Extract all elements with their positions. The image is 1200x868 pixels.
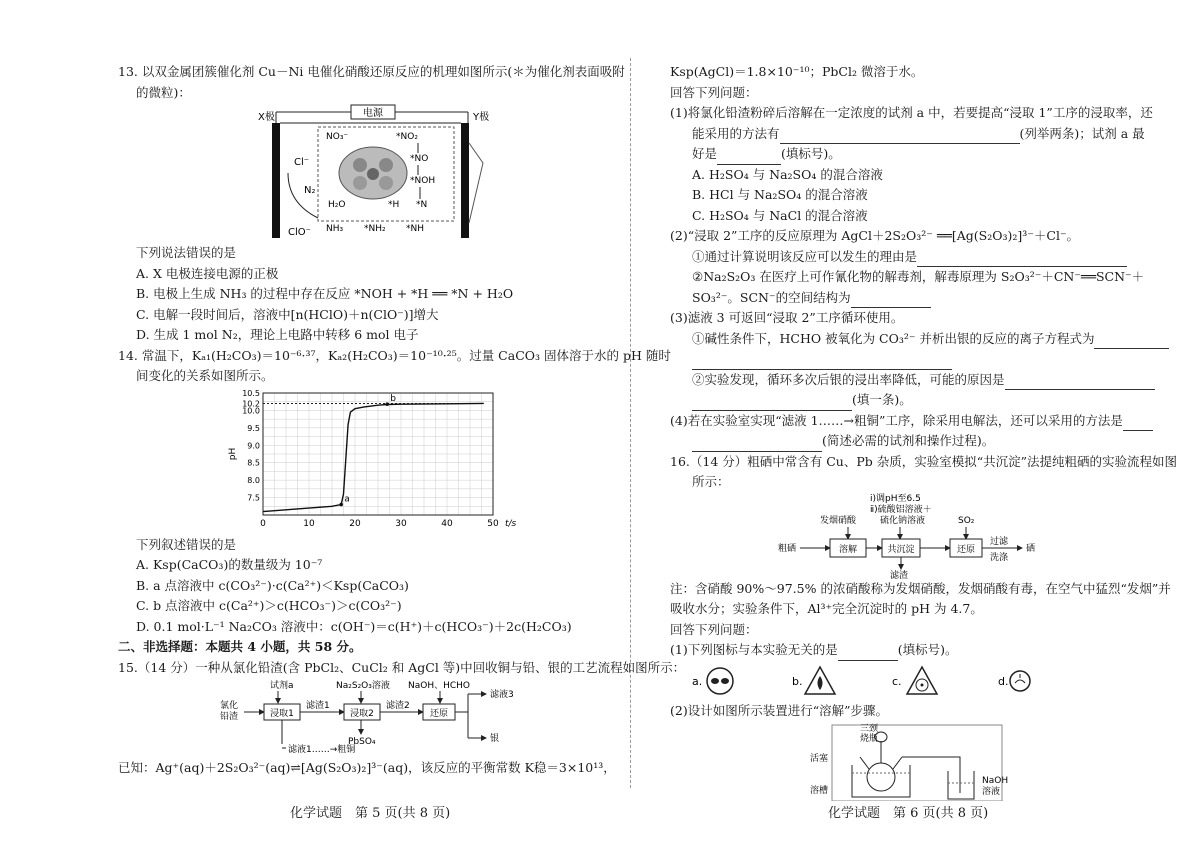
q14-prompt: 下列叙述错误的是 — [136, 536, 237, 552]
apparatus-frame — [832, 725, 1002, 801]
q16-stem: 16.（14 分）粗硒中常含有 Cu、Pb 杂质，实验室模拟“共沉淀”法提纯粗硒的实验流程如图 — [670, 453, 1178, 469]
y-tick-label: 10.5 — [242, 388, 260, 398]
svg-text:Na₂S₂O₃溶液: Na₂S₂O₃溶液 — [336, 681, 390, 691]
svg-text:硒: 硒 — [1026, 543, 1036, 554]
safety-icons-row — [670, 661, 1145, 701]
svg-text:洗涤: 洗涤 — [990, 552, 1009, 563]
y-tick-label: 10.2 — [242, 398, 260, 408]
apparatus-svg — [670, 721, 1145, 801]
answer-blank[interactable] — [692, 438, 822, 452]
svg-text:SO₂: SO₂ — [958, 515, 975, 526]
y-tick-label: 7.5 — [247, 493, 260, 503]
power-label: 电源 — [363, 108, 383, 119]
q15-part2-2: ②Na₂S₂O₃ 在医疗上可作氰化物的解毒剂，解毒原理为 S₂O₃²⁻＋CN⁻══SCN⁻＋ — [692, 269, 1145, 284]
answer-blank[interactable] — [1123, 417, 1153, 431]
svg-text:铅渣: 铅渣 — [220, 712, 239, 722]
answer-blank[interactable] — [780, 130, 1020, 144]
svg-text:活塞: 活塞 — [810, 754, 829, 764]
svg-text:氯化: 氯化 — [220, 701, 239, 711]
svg-text:NaOH、HCHO: NaOH、HCHO — [408, 681, 471, 691]
water-bath — [852, 765, 910, 797]
q16-note-cont: 吸收水分；实验条件下，Al³⁺完全沉淀时的 pH 为 4.7。 — [670, 601, 983, 616]
q15-part4-cont: (简述必需的试剂和操作过程)。 — [670, 431, 1145, 452]
svg-text:NO₃⁻: NO₃⁻ — [326, 132, 349, 142]
q16-flow-svg — [670, 493, 1145, 579]
svg-text:a.: a. — [692, 674, 703, 688]
hand-wash-icon — [1010, 671, 1030, 691]
q16-stem-cont: 所示： — [692, 474, 730, 489]
footer-right: 化学试题 第 6 页(共 8 页) — [828, 806, 989, 821]
q15-flowchart — [118, 678, 593, 758]
q15-part1-cont2: 好是 (填标号)。 — [670, 144, 1145, 165]
q15-part3-2: ②实验发现，循环多次后银的浸出率降低，可能的原因是 — [670, 370, 1145, 391]
x-electrode — [272, 123, 280, 238]
q15-known: 已知：Ag⁺(aq)＋2S₂O₃²⁻(aq)⇌[Ag(S₂O₃)₂]³⁻(aq)，该反应的平衡常数 K稳＝3×10¹³， — [118, 760, 616, 775]
q14-option-b: B. a 点溶液中 c(CO₃²⁻)·c(Ca²⁺)＜Ksp(CaCO₃) — [136, 577, 409, 593]
svg-text:N₂: N₂ — [304, 185, 316, 196]
svg-text:溶槽: 溶槽 — [810, 786, 829, 796]
answer-label-2: 回答下列问题： — [670, 621, 758, 637]
x-tick-label: 0 — [260, 518, 266, 529]
ph-chart-svg — [118, 387, 593, 535]
svg-text:滤渣1: 滤渣1 — [306, 701, 330, 711]
svg-text:*H: *H — [388, 200, 400, 210]
right-page — [670, 62, 1178, 801]
x-tick-label: 10 — [303, 518, 315, 529]
q14-option-c: C. b 点溶液中 c(Ca²⁺)＞c(HCO₃⁻)＞c(CO₃²⁻) — [136, 598, 402, 613]
q15-part3-1-blank — [670, 349, 1145, 370]
q16-flowchart — [670, 493, 1145, 579]
svg-text:还原: 还原 — [429, 709, 449, 719]
answer-blank[interactable] — [717, 151, 781, 165]
ventilation-icon — [907, 667, 937, 694]
safety-icons-svg — [670, 661, 1145, 701]
q15-flow-svg — [118, 678, 593, 758]
q15-part1-cont: 能采用的方法有 (列举两条)；试剂 a 最 — [670, 124, 1145, 145]
q14-option-d: D. 0.1 mol·L⁻¹ Na₂CO₃ 溶液中：c(OH⁻)＝c(H⁺)＋c(HCO₃⁻)＋2c(H₂CO₃) — [136, 618, 572, 634]
svg-text:试剂a: 试剂a — [270, 681, 294, 691]
svg-text:*NO₂: *NO₂ — [396, 132, 418, 142]
q15-option-a: A. H₂SO₄ 与 Na₂SO₄ 的混合溶液 — [692, 166, 883, 182]
svg-text:粗硒: 粗硒 — [778, 543, 797, 554]
svg-text:*N: *N — [416, 200, 428, 210]
electrolysis-diagram — [118, 103, 593, 243]
x-axis-label: t/s — [505, 518, 517, 529]
point-b — [385, 402, 389, 406]
svg-text:*NO: *NO — [410, 154, 429, 164]
ksp-line: Ksp(AgCl)＝1.8×10⁻¹⁰；PbCl₂ 微溶于水。 — [670, 64, 924, 79]
answer-blank[interactable] — [692, 397, 852, 411]
answer-blank[interactable] — [692, 356, 952, 370]
q15-stem: 15.（14 分）一种从氯化铅渣(含 PbCl₂、CuCl₂ 和 AgCl 等)中回收铜与铅、银的工艺流程如图所示： — [118, 659, 686, 675]
svg-text:ⅰ)调pH至6.5: ⅰ)调pH至6.5 — [870, 493, 921, 504]
svg-text:还原: 还原 — [956, 544, 976, 555]
svg-text:*NH₂: *NH₂ — [364, 224, 386, 234]
svg-text:滤渣2: 滤渣2 — [386, 701, 410, 711]
q14-option-a: A. Ksp(CaCO₃)的数量级为 10⁻⁷ — [136, 557, 323, 572]
q16-part2: (2)设计如图所示装置进行“溶解”步骤。 — [670, 702, 888, 718]
q13-electrolysis-figure — [118, 103, 593, 243]
q14-ph-chart — [118, 387, 593, 535]
q15-part2-1: ①通过计算说明该反应可以发生的理由是 — [670, 247, 1145, 268]
svg-text:共沉淀: 共沉淀 — [887, 544, 915, 555]
svg-text:硫化钠溶液: 硫化钠溶液 — [880, 515, 926, 526]
svg-text:*NOH: *NOH — [410, 176, 436, 186]
svg-text:烧瓶: 烧瓶 — [860, 734, 879, 744]
q13-prompt: 下列说法错误的是 — [136, 245, 237, 260]
q13-option-b: B. 电极上生成 NH₃ 的过程中存在反应 *NOH + *H ══ *N + H₂O — [136, 286, 514, 301]
q13-option-c: C. 电解一段时间后，溶液中[n(HClO)＋n(ClO⁻)]增大 — [136, 306, 439, 322]
svg-text:银: 银 — [490, 734, 500, 744]
y-tick-label: 10.0 — [242, 405, 260, 415]
q15-part3-2-cont: (填一条)。 — [670, 390, 1145, 411]
y-tick-label: 8.5 — [247, 458, 260, 468]
svg-text:发烟硝酸: 发烟硝酸 — [820, 515, 857, 526]
svg-text:浸取1: 浸取1 — [270, 709, 294, 719]
q15-part3-1: ①碱性条件下，HCHO 被氧化为 CO₃²⁻ 并析出银的反应的离子方程式为 — [670, 329, 1145, 350]
q14-stem: 14. 常温下，Kₐ₁(H₂CO₃)＝10⁻⁶·³⁷，Kₐ₂(H₂CO₃)＝10⁻¹⁰·²⁵。过量 CaCO₃ 固体溶于水的 pH 随时 — [118, 347, 671, 363]
x-tick-label: 20 — [349, 518, 361, 529]
y-tick-label: 8.0 — [247, 475, 260, 485]
q15-part1: (1)将氯化铅渣粉碎后溶解在一定浓度的试剂 a 中，若要提高“浸取 1”工序的浸取率，还 — [670, 105, 1153, 120]
svg-text:NH₃: NH₃ — [326, 224, 344, 234]
page-divider — [630, 58, 631, 788]
y-pole-label: Y极 — [473, 112, 490, 123]
three-neck-flask — [867, 763, 895, 791]
svg-text:滤液3: 滤液3 — [490, 690, 514, 700]
answer-blank[interactable] — [917, 253, 1127, 267]
svg-text:c.: c. — [892, 674, 902, 688]
q15-option-c: C. H₂SO₄ 与 NaCl 的混合溶液 — [692, 207, 868, 223]
x-pole-label: X极 — [258, 112, 275, 123]
svg-text:*NH: *NH — [406, 224, 424, 234]
svg-text:溶液: 溶液 — [982, 787, 1001, 797]
y-tick-label: 9.5 — [247, 423, 260, 433]
ph-curve — [263, 403, 484, 511]
svg-text:PbSO₄: PbSO₄ — [348, 737, 376, 747]
section-2-heading: 二、非选择题：本题共 4 小题，共 58 分。 — [118, 639, 362, 654]
x-tick-label: 50 — [487, 518, 499, 529]
point-a — [339, 502, 343, 506]
svg-text:b.: b. — [792, 674, 803, 688]
catalyst-cluster — [339, 147, 407, 199]
y-tick-label: 9.0 — [247, 440, 260, 450]
q15-part4: (4)若在实验室实现“滤液 1……→粗铜”工序，除采用电解法，还可以采用的方法是 — [670, 411, 1145, 432]
answer-label: 回答下列问题： — [670, 84, 758, 100]
svg-text:d.: d. — [998, 674, 1009, 688]
svg-text:Cl⁻: Cl⁻ — [294, 157, 310, 168]
q16-apparatus — [670, 721, 1145, 801]
q16-note: 注：含硝酸 90%～97.5% 的浓硝酸称为发烟硝酸，发烟硝酸有毒，在空气中猛烈“发烟”并 — [670, 580, 1171, 596]
svg-text:NaOH: NaOH — [982, 776, 1009, 786]
q13-stem-cont: 的微粒)： — [136, 84, 191, 100]
q15-part2-2-cont: SO₃²⁻。SCN⁻的空间结构为 — [670, 288, 1145, 309]
left-page — [118, 62, 686, 779]
q16-part1: (1)下列图标与本实验无关的是 (填标号)。 — [670, 640, 1145, 661]
x-tick-label: 30 — [395, 518, 407, 529]
answer-blank[interactable] — [851, 294, 931, 308]
x-tick-label: 40 — [441, 518, 453, 529]
q13-stem: 13. 以双金属团簇催化剂 Cu－Ni 电催化硝酸还原反应的机理如图所示(＊为催化剂表面吸附 — [118, 64, 625, 79]
svg-text:滤渣: 滤渣 — [890, 570, 909, 579]
point-label-a: a — [344, 494, 350, 505]
flammable-icon — [805, 667, 835, 694]
svg-text:ⅱ)硫酸铝溶液＋: ⅱ)硫酸铝溶液＋ — [870, 504, 932, 515]
svg-text:三颈: 三颈 — [860, 724, 879, 734]
svg-text:ClO⁻: ClO⁻ — [288, 227, 311, 238]
goggles-icon — [707, 668, 733, 694]
svg-text:H₂O: H₂O — [328, 200, 346, 210]
q15-option-b: B. HCl 与 Na₂SO₄ 的混合溶液 — [692, 187, 868, 202]
y-electrode — [461, 123, 469, 238]
svg-text:滤液1……→粗铜: 滤液1……→粗铜 — [288, 745, 356, 755]
svg-text:溶解: 溶解 — [838, 544, 858, 555]
answer-blank[interactable] — [1094, 335, 1169, 349]
point-label-b: b — [390, 393, 396, 404]
y-axis-label: pH — [228, 447, 238, 460]
svg-text:浸取2: 浸取2 — [350, 709, 374, 719]
footer-left: 化学试题 第 5 页(共 8 页) — [290, 806, 451, 821]
q13-option-a: A. X 电极连接电源的正极 — [136, 265, 279, 281]
answer-blank[interactable] — [838, 647, 898, 661]
svg-text:过滤: 过滤 — [990, 536, 1009, 547]
q13-option-d: D. 生成 1 mol N₂，理论上电路中转移 6 mol 电子 — [136, 327, 419, 342]
q14-stem-cont: 间变化的关系如图所示。 — [136, 368, 274, 383]
q15-part3: (3)滤液 3 可返回“浸取 2”工序循环使用。 — [670, 310, 904, 325]
answer-blank[interactable] — [1005, 376, 1155, 390]
absorption-beaker — [948, 771, 974, 799]
q15-part2: (2)“浸取 2”工序的反应原理为 AgCl＋2S₂O₃²⁻ ══[Ag(S₂O₃)₂]³⁻＋Cl⁻。 — [670, 228, 1080, 243]
